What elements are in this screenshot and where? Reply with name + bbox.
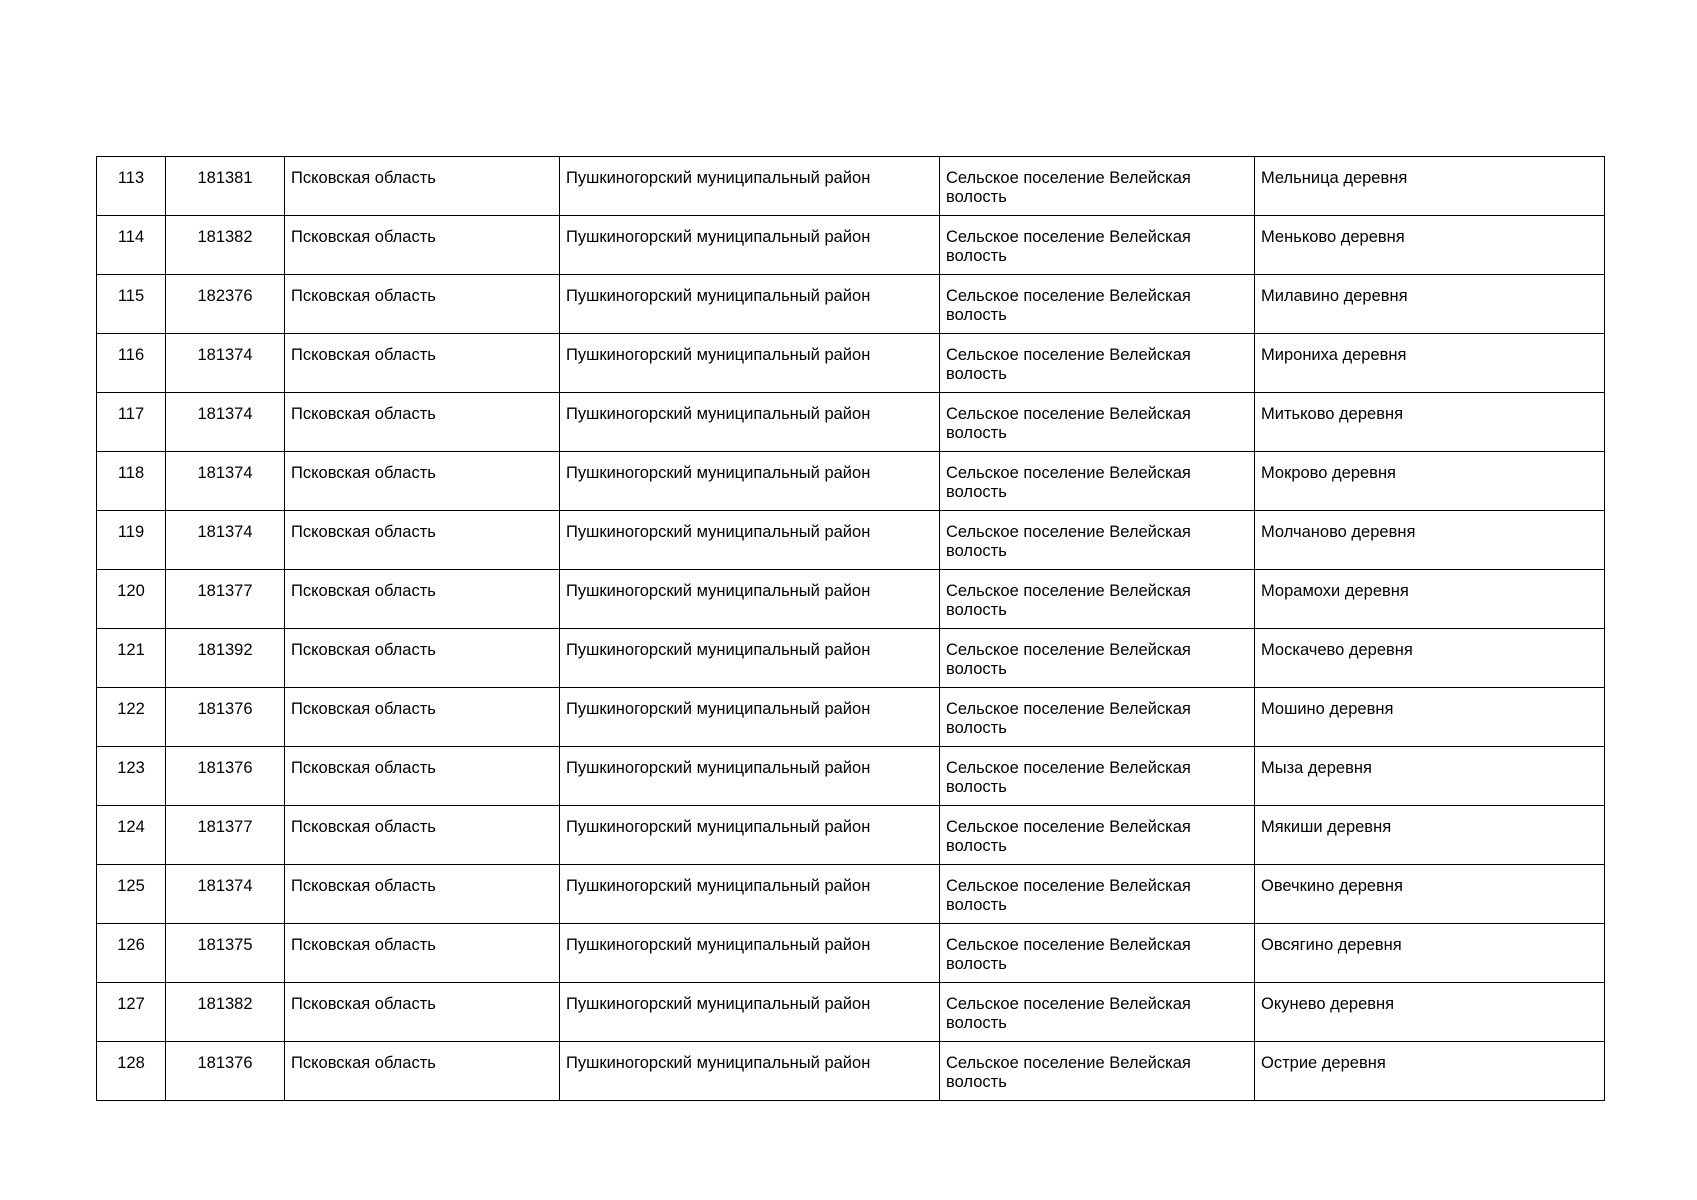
district-cell: Пушкиногорский муниципальный район	[560, 393, 940, 452]
settlements-table-body	[97, 157, 1605, 1101]
locality-cell: Мокрово деревня	[1255, 452, 1605, 511]
district-cell: Пушкиногорский муниципальный район	[560, 570, 940, 629]
postal-code-cell: 181377	[166, 806, 285, 865]
region-cell: Псковская область	[285, 983, 560, 1042]
table-row	[97, 806, 1605, 865]
region-cell: Псковская область	[285, 334, 560, 393]
postal-code-cell: 182376	[166, 275, 285, 334]
locality-cell: Окунево деревня	[1255, 983, 1605, 1042]
table-row	[97, 1042, 1605, 1101]
table-row	[97, 688, 1605, 747]
settlement-cell: Сельское поселение Велейская волость	[940, 511, 1255, 570]
row-number-cell: 121	[97, 629, 166, 688]
locality-cell: Мошино деревня	[1255, 688, 1605, 747]
district-cell: Пушкиногорский муниципальный район	[560, 452, 940, 511]
row-number-cell: 118	[97, 452, 166, 511]
settlement-cell: Сельское поселение Велейская волость	[940, 157, 1255, 216]
district-cell: Пушкиногорский муниципальный район	[560, 629, 940, 688]
table-row	[97, 157, 1605, 216]
postal-code-cell: 181381	[166, 157, 285, 216]
region-cell: Псковская область	[285, 157, 560, 216]
table-row	[97, 629, 1605, 688]
row-number-cell: 122	[97, 688, 166, 747]
district-cell: Пушкиногорский муниципальный район	[560, 924, 940, 983]
locality-cell: Морамохи деревня	[1255, 570, 1605, 629]
locality-cell: Мякиши деревня	[1255, 806, 1605, 865]
region-cell: Псковская область	[285, 275, 560, 334]
table-row	[97, 747, 1605, 806]
table-row	[97, 983, 1605, 1042]
region-cell: Псковская область	[285, 452, 560, 511]
region-cell: Псковская область	[285, 806, 560, 865]
region-cell: Псковская область	[285, 393, 560, 452]
row-number-cell: 125	[97, 865, 166, 924]
row-number-cell: 116	[97, 334, 166, 393]
district-cell: Пушкиногорский муниципальный район	[560, 216, 940, 275]
postal-code-cell: 181375	[166, 924, 285, 983]
table-row	[97, 393, 1605, 452]
row-number-cell: 128	[97, 1042, 166, 1101]
settlement-cell: Сельское поселение Велейская волость	[940, 393, 1255, 452]
settlement-cell: Сельское поселение Велейская волость	[940, 924, 1255, 983]
district-cell: Пушкиногорский муниципальный район	[560, 334, 940, 393]
settlement-cell: Сельское поселение Велейская волость	[940, 1042, 1255, 1101]
postal-code-cell: 181376	[166, 688, 285, 747]
region-cell: Псковская область	[285, 216, 560, 275]
table-row	[97, 865, 1605, 924]
locality-cell: Острие деревня	[1255, 1042, 1605, 1101]
row-number-cell: 117	[97, 393, 166, 452]
row-number-cell: 120	[97, 570, 166, 629]
settlement-cell: Сельское поселение Велейская волость	[940, 452, 1255, 511]
district-cell: Пушкиногорский муниципальный район	[560, 275, 940, 334]
row-number-cell: 115	[97, 275, 166, 334]
locality-cell: Овечкино деревня	[1255, 865, 1605, 924]
locality-cell: Овсягино деревня	[1255, 924, 1605, 983]
region-cell: Псковская область	[285, 629, 560, 688]
district-cell: Пушкиногорский муниципальный район	[560, 157, 940, 216]
postal-code-cell: 181374	[166, 865, 285, 924]
postal-code-cell: 181374	[166, 393, 285, 452]
region-cell: Псковская область	[285, 747, 560, 806]
table-row	[97, 924, 1605, 983]
region-cell: Псковская область	[285, 570, 560, 629]
table-row	[97, 275, 1605, 334]
locality-cell: Меньково деревня	[1255, 216, 1605, 275]
table-row	[97, 570, 1605, 629]
locality-cell: Москачево деревня	[1255, 629, 1605, 688]
district-cell: Пушкиногорский муниципальный район	[560, 983, 940, 1042]
locality-cell: Мыза деревня	[1255, 747, 1605, 806]
table-row	[97, 216, 1605, 275]
region-cell: Псковская область	[285, 924, 560, 983]
settlement-cell: Сельское поселение Велейская волость	[940, 216, 1255, 275]
settlements-table	[96, 156, 1605, 1101]
settlement-cell: Сельское поселение Велейская волость	[940, 806, 1255, 865]
settlement-cell: Сельское поселение Велейская волость	[940, 334, 1255, 393]
district-cell: Пушкиногорский муниципальный район	[560, 688, 940, 747]
row-number-cell: 126	[97, 924, 166, 983]
postal-code-cell: 181382	[166, 216, 285, 275]
row-number-cell: 113	[97, 157, 166, 216]
table-row	[97, 334, 1605, 393]
settlement-cell: Сельское поселение Велейская волость	[940, 747, 1255, 806]
district-cell: Пушкиногорский муниципальный район	[560, 865, 940, 924]
row-number-cell: 119	[97, 511, 166, 570]
locality-cell: Милавино деревня	[1255, 275, 1605, 334]
region-cell: Псковская область	[285, 511, 560, 570]
locality-cell: Мельница деревня	[1255, 157, 1605, 216]
locality-cell: Мирониха деревня	[1255, 334, 1605, 393]
postal-code-cell: 181392	[166, 629, 285, 688]
row-number-cell: 127	[97, 983, 166, 1042]
region-cell: Псковская область	[285, 688, 560, 747]
locality-cell: Митьково деревня	[1255, 393, 1605, 452]
region-cell: Псковская область	[285, 865, 560, 924]
table-row	[97, 511, 1605, 570]
row-number-cell: 123	[97, 747, 166, 806]
postal-code-cell: 181374	[166, 511, 285, 570]
table-row	[97, 452, 1605, 511]
settlement-cell: Сельское поселение Велейская волость	[940, 570, 1255, 629]
settlement-cell: Сельское поселение Велейская волость	[940, 688, 1255, 747]
region-cell: Псковская область	[285, 1042, 560, 1101]
settlement-cell: Сельское поселение Велейская волость	[940, 983, 1255, 1042]
settlement-cell: Сельское поселение Велейская волость	[940, 629, 1255, 688]
settlement-cell: Сельское поселение Велейская волость	[940, 865, 1255, 924]
postal-code-cell: 181376	[166, 1042, 285, 1101]
district-cell: Пушкиногорский муниципальный район	[560, 511, 940, 570]
postal-code-cell: 181374	[166, 452, 285, 511]
postal-code-cell: 181377	[166, 570, 285, 629]
row-number-cell: 124	[97, 806, 166, 865]
postal-code-cell: 181382	[166, 983, 285, 1042]
postal-code-cell: 181376	[166, 747, 285, 806]
postal-code-cell: 181374	[166, 334, 285, 393]
district-cell: Пушкиногорский муниципальный район	[560, 1042, 940, 1101]
district-cell: Пушкиногорский муниципальный район	[560, 747, 940, 806]
locality-cell: Молчаново деревня	[1255, 511, 1605, 570]
settlement-cell: Сельское поселение Велейская волость	[940, 275, 1255, 334]
row-number-cell: 114	[97, 216, 166, 275]
district-cell: Пушкиногорский муниципальный район	[560, 806, 940, 865]
